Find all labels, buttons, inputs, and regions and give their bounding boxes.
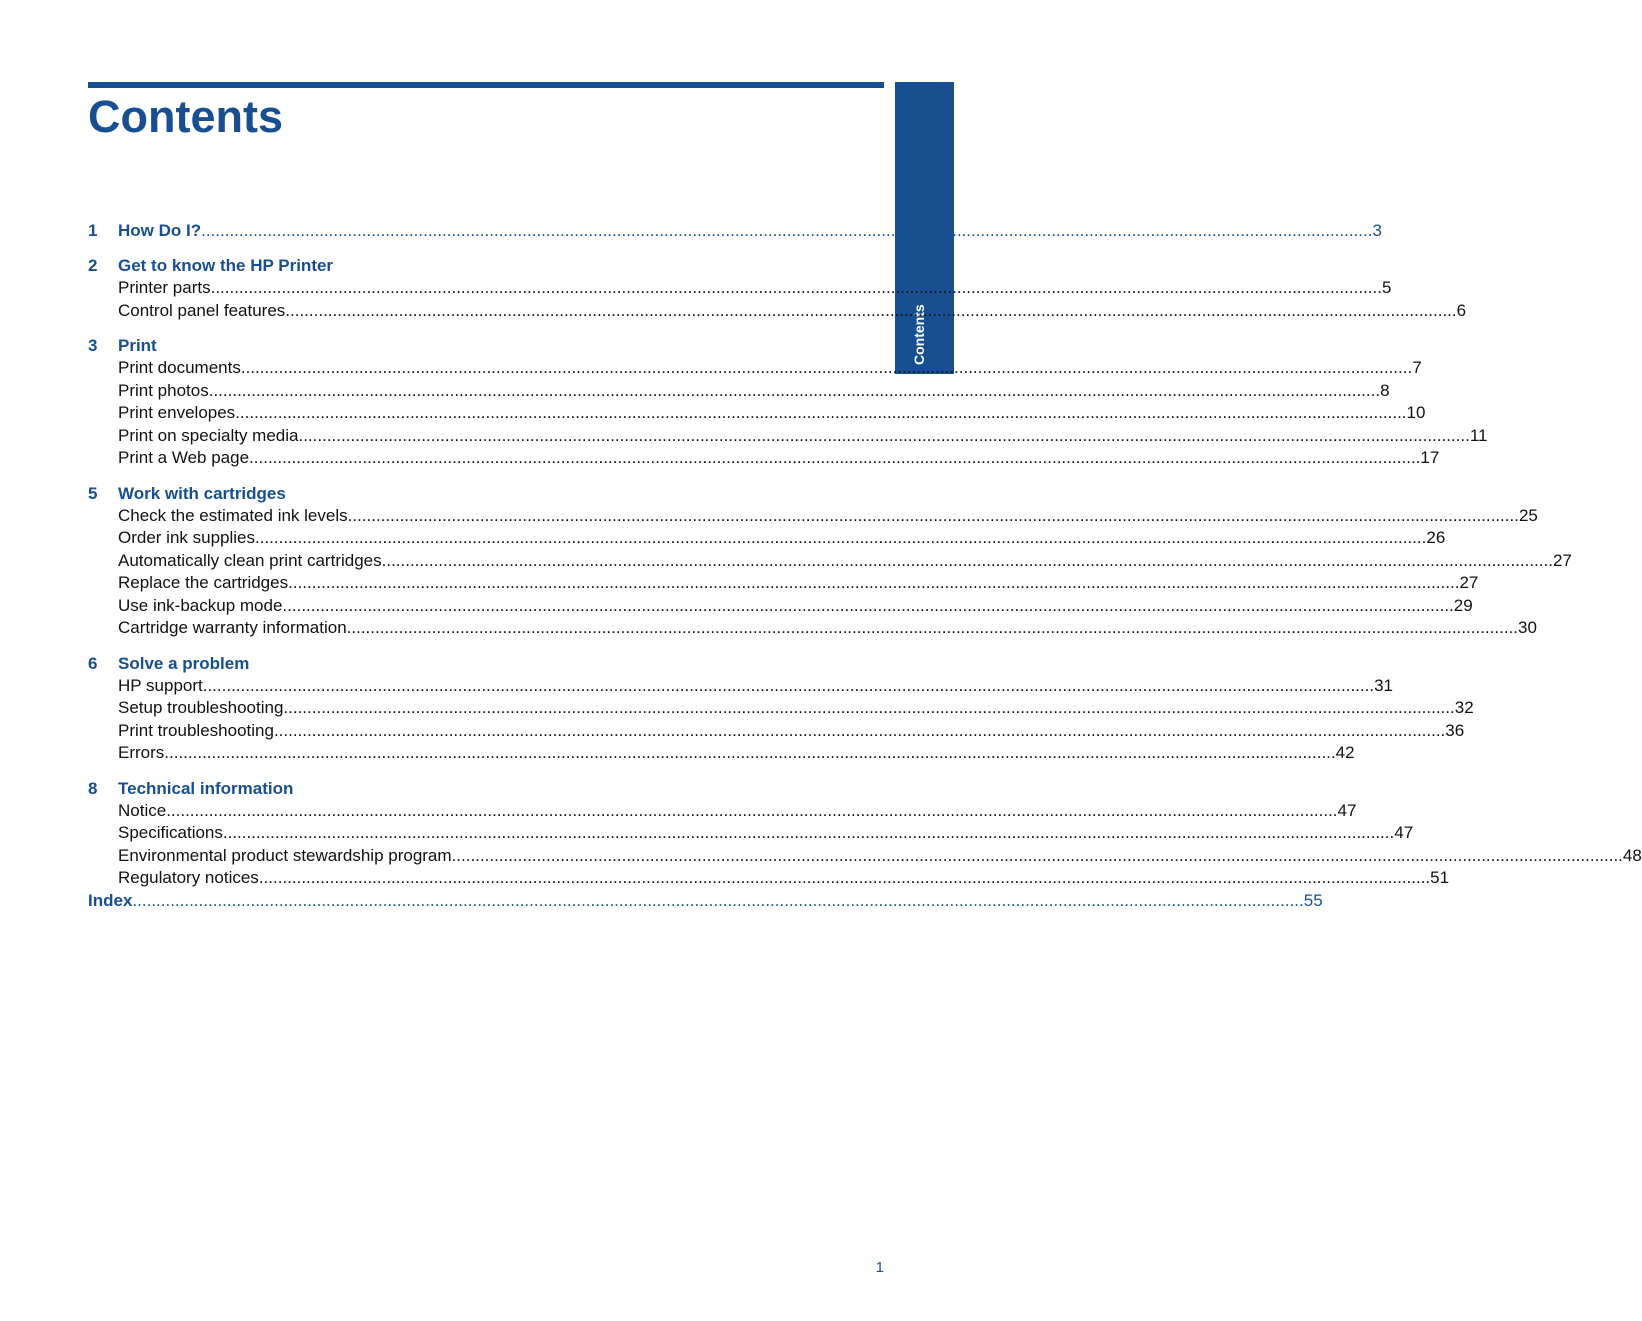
toc-chapter-heading[interactable] — [88, 220, 1382, 242]
entry-page: 6 — [1456, 300, 1467, 320]
entry-title: Print documents — [118, 358, 241, 377]
entry-title: Regulatory notices — [118, 868, 259, 887]
side-tab-label: Contents — [911, 304, 927, 365]
index-page: 55 — [1303, 890, 1323, 910]
dot-leader — [223, 822, 1394, 845]
entry-title: Print envelopes — [118, 403, 236, 422]
toc-entry[interactable] — [88, 675, 1393, 698]
toc-chapter — [88, 220, 1382, 242]
entry-title: Control panel features — [118, 300, 286, 320]
toc-chapter — [88, 653, 1474, 765]
dot-leader — [382, 550, 1553, 573]
toc-entry[interactable] — [88, 867, 1450, 890]
entry-page: 11 — [1469, 425, 1488, 445]
entry-title: Check the estimated ink levels — [118, 505, 348, 525]
entry-title: Print photos — [118, 380, 209, 400]
entry-title: Environmental product stewardship program — [118, 845, 452, 865]
chapter-number: 2 — [88, 256, 98, 275]
dot-leader — [288, 572, 1459, 595]
dot-leader — [255, 527, 1426, 550]
chapter-title: How Do I? — [118, 221, 202, 240]
entry-title: Print a Web page — [118, 448, 250, 467]
entry-title: Use ink-backup mode — [118, 595, 283, 615]
toc-chapter-heading[interactable] — [88, 653, 884, 675]
dot-leader — [282, 595, 1453, 618]
dot-leader — [164, 742, 1335, 765]
chapter-number: 8 — [88, 778, 98, 798]
toc-entry[interactable] — [88, 822, 1414, 845]
chapter-title: Get to know the HP Printer — [118, 256, 334, 275]
chapter-title-wrap — [118, 220, 1382, 242]
entry-page: 36 — [1445, 720, 1465, 740]
toc-entry[interactable] — [88, 550, 1572, 573]
title-rule — [88, 82, 884, 88]
chapter-page: 3 — [1372, 221, 1382, 240]
dot-leader — [201, 220, 1372, 242]
chapter-title: Print — [118, 336, 157, 355]
toc-chapter-heading[interactable] — [88, 255, 884, 277]
dot-leader — [348, 505, 1519, 528]
entry-title: Order ink supplies — [118, 528, 256, 547]
dot-leader — [132, 890, 1303, 912]
entry-title: Printer parts — [118, 278, 211, 297]
chapter-title-wrap — [118, 255, 884, 277]
entry-title: HP support — [118, 675, 203, 695]
toc-entry[interactable] — [88, 697, 1474, 720]
entry-title: Errors — [118, 743, 165, 762]
chapter-title-wrap — [118, 778, 884, 800]
chapter-title: Work with cartridges — [118, 483, 286, 503]
entry-page: 47 — [1394, 823, 1414, 842]
toc-chapter-heading[interactable] — [88, 778, 884, 800]
toc-entry[interactable] — [88, 425, 1488, 448]
dot-leader — [235, 402, 1406, 425]
page-number: 1 — [875, 1259, 884, 1276]
entry-title: Cartridge warranty information — [118, 618, 347, 637]
dot-leader — [211, 277, 1382, 300]
toc-entry[interactable] — [88, 527, 1446, 550]
toc-entry[interactable] — [88, 617, 1537, 640]
toc-entry[interactable] — [88, 720, 1465, 743]
entry-page: 17 — [1420, 448, 1440, 467]
dot-leader — [274, 720, 1445, 743]
toc-entry[interactable] — [88, 380, 1390, 403]
entry-page: 47 — [1337, 800, 1357, 820]
toc-chapter — [88, 778, 1642, 890]
chapter-number: 5 — [88, 483, 98, 503]
toc-entry[interactable] — [88, 300, 1467, 323]
entry-page: 48 — [1622, 845, 1642, 865]
chapter-title: Technical information — [118, 778, 294, 798]
toc-entry[interactable] — [88, 800, 1357, 823]
toc-entry[interactable] — [88, 447, 1440, 470]
entry-page: 25 — [1518, 505, 1538, 525]
page-title: Contents — [88, 91, 283, 142]
entry-page: 31 — [1374, 675, 1393, 695]
toc-chapter — [88, 483, 1572, 640]
entry-title: Replace the cartridges — [118, 573, 289, 592]
entry-page: 42 — [1335, 743, 1355, 762]
chapter-title: Solve a problem — [118, 653, 250, 673]
dot-leader — [298, 425, 1469, 448]
toc-entry[interactable] — [88, 402, 1426, 425]
entry-title: Specifications — [118, 823, 223, 842]
entry-page: 27 — [1459, 573, 1479, 592]
entry-page: 51 — [1430, 868, 1450, 887]
toc-chapter — [88, 255, 1467, 322]
toc-entry[interactable] — [88, 595, 1473, 618]
chapter-title-wrap — [118, 335, 884, 357]
entry-page: 27 — [1552, 550, 1572, 570]
entry-page: 29 — [1453, 595, 1473, 615]
chapter-number: 1 — [88, 221, 98, 240]
dot-leader — [249, 447, 1420, 470]
entry-page: 10 — [1406, 403, 1426, 422]
entry-page: 32 — [1454, 698, 1474, 717]
dot-leader — [203, 675, 1374, 698]
toc-entry[interactable] — [88, 505, 1538, 528]
dot-leader — [452, 845, 1623, 868]
entry-page: 5 — [1381, 278, 1392, 297]
toc-entry[interactable] — [88, 572, 1479, 595]
entry-title: Print on specialty media — [118, 425, 299, 445]
index-title: Index — [88, 890, 133, 910]
chapter-number: 6 — [88, 653, 98, 673]
dot-leader — [166, 800, 1337, 823]
entry-title: Automatically clean print cartridges — [118, 550, 382, 570]
toc-chapter — [88, 335, 1488, 470]
chapter-title-wrap — [118, 483, 884, 505]
toc-entry[interactable] — [88, 357, 1422, 380]
toc-index-entry[interactable] — [88, 890, 1323, 912]
toc-chapter-heading[interactable] — [88, 335, 884, 357]
dot-leader — [347, 617, 1518, 640]
toc-chapter-heading[interactable] — [88, 483, 884, 505]
toc-entry[interactable] — [88, 845, 1642, 868]
dot-leader — [285, 300, 1456, 323]
toc-entry[interactable] — [88, 742, 1355, 765]
chapter-number: 3 — [88, 336, 98, 355]
dot-leader — [209, 380, 1380, 403]
entry-page: 7 — [1412, 358, 1422, 377]
entry-page: 8 — [1380, 380, 1390, 400]
entry-title: Print troubleshooting — [118, 720, 274, 740]
chapter-title-wrap — [118, 653, 884, 675]
dot-leader — [241, 357, 1412, 380]
entry-page: 26 — [1426, 528, 1446, 547]
dot-leader — [259, 867, 1430, 890]
toc-entry[interactable] — [88, 277, 1392, 300]
entry-title: Setup troubleshooting — [118, 698, 284, 717]
entry-title: Notice — [118, 800, 167, 820]
dot-leader — [283, 697, 1454, 720]
entry-page: 30 — [1518, 618, 1537, 637]
